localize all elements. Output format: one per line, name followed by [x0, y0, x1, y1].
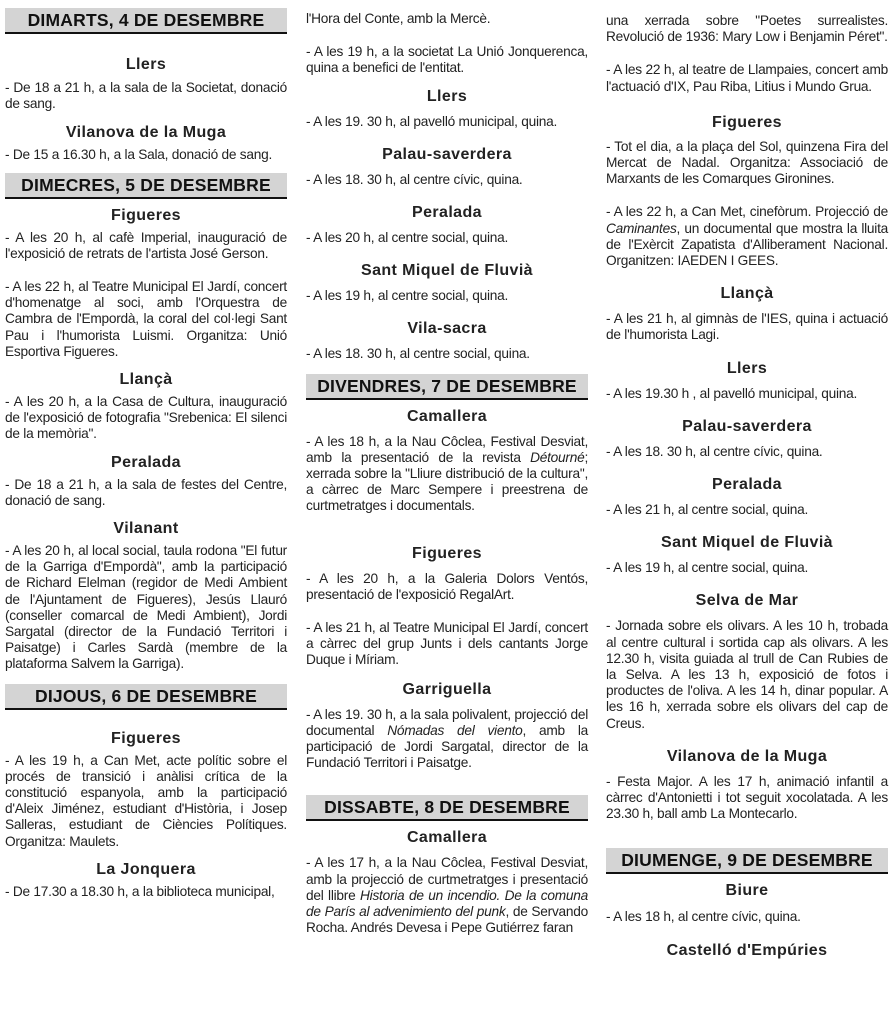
- event-text: - A les 18. 30 h, al centre social, quina.: [306, 346, 530, 362]
- town-heading: Figueres: [712, 113, 782, 131]
- event-text: - A les 19.30 h , al pavelló municipal, quina.: [606, 385, 858, 401]
- town-heading: Palau-saverdera: [382, 145, 512, 163]
- town-heading: Camallera: [406, 829, 488, 847]
- event-text: - A les 19 h, al centre social, quina.: [306, 288, 509, 304]
- event-text: - A les 20 h, al cafè Imperial, inauguració de l'exposició de retrats de l'artista José Gerson.: [5, 229, 287, 261]
- town-heading: Peralada: [712, 476, 782, 494]
- town-heading: Palau-saverdera: [682, 417, 812, 435]
- event-text: - A les 19 h, a Can Met, acte polític sobre el procés de transició i anàlisi crítica de la constitució espanyola, amb la participació d'Aleix Jiménez, estudiant d'Història, i Josep Salleras, estudiant de Ciències Polítiques. Organitza: Maulets.: [5, 752, 287, 849]
- town-heading: Figueres: [412, 544, 482, 562]
- town-heading: Llers: [426, 87, 468, 105]
- town-heading: Llançà: [119, 371, 173, 389]
- event-text-part: - A les 22 h, a Can Met, cinefòrum. Projecció de: [606, 204, 888, 220]
- event-text: - De 15 a 16.30 h, a la Sala, donació de sang.: [5, 147, 273, 163]
- town-heading: Llers: [125, 56, 167, 73]
- town-heading: Castelló d'Empúries: [666, 941, 828, 959]
- town-heading: Llers: [726, 359, 768, 377]
- event-text: - Jornada sobre els olivars. A les 10 h, trobada al centre cultural i sortida cap als olivars. A les 12.30 h, visita guiada al trull de Can Rubies de la Selva. A les 13 h, exposició de fotos i productes de l'oliva. A les 14 h, dinar popular. A les 16 h, xerrada sobre els olivars del cap de Creus.: [606, 618, 888, 731]
- event-text-part: - A les 17 h, a la Nau Côclea, Festival Desviat, amb la projecció de curtmetratges i presentació del llibre: [306, 855, 588, 903]
- town-heading: Llançà: [720, 285, 774, 303]
- day-header: DISSABTE, 8 DE DESEMBRE: [306, 795, 588, 821]
- event-text: - A les 20 h, al local social, taula rodona "El futur de la Garriga d'Empordà", amb la participació de Richard Elelman (regidor de Medi Ambient de l'Ajuntament de Figueres), Jesús Llauró (conseller comarcal de Medi Ambient), Jordi Sargatal (director de la Fundació Territori i Paisatge) i Carles Sardà (membre de la plataforma Salvem la Garriga).: [5, 543, 287, 672]
- event-text: - A les 19 h, al centre social, quina.: [606, 560, 809, 576]
- event-text: - A les 22 h, al Teatre Municipal El Jardí, concert d'homenatge al soci, amb l'Orquestra de Cambra de l'Empordà, la coral del col·legi Sant Pau i l'humorista Luismi. Organitza: Unió Esportiva Figueres.: [5, 279, 287, 359]
- film-title: Caminantes: [606, 220, 677, 236]
- town-heading: Vilanova de la Muga: [65, 124, 227, 142]
- event-text: - A les 19. 30 h, al pavelló municipal, quina.: [306, 113, 558, 129]
- event-text-part: , de Servando Rocha. Andrés Devesa i Pepe Gutiérrez faran: [306, 904, 589, 936]
- event-text: - A les 21 h, al centre social, quina.: [606, 502, 809, 518]
- event-text: [606, 204, 888, 269]
- event-text: [306, 434, 588, 515]
- event-text-part: - A les 19. 30 h, a la sala polivalent, projecció del documental: [306, 706, 588, 738]
- town-heading: Biure: [725, 882, 769, 900]
- town-heading: La Jonquera: [96, 860, 196, 878]
- event-text-part: , un documental que mostra la lluita de l'Exèrcit Zapatista d'Alliberament Nacional. Organitzen: IAEDEN I GEES.: [606, 220, 888, 269]
- town-heading: Figueres: [111, 729, 181, 747]
- day-header: DIVENDRES, 7 DE DESEMBRE: [306, 374, 588, 400]
- town-heading: Camallera: [406, 407, 488, 425]
- town-heading: Selva de Mar: [695, 592, 799, 610]
- event-text: - A les 20 h, a la Casa de Cultura, inauguració de l'exposició de fotografia "Srebenica: El silenci de la memòria".: [5, 394, 287, 442]
- event-text: - De 17.30 a 18.30 h, a la biblioteca municipal,: [5, 883, 275, 899]
- event-text: - A les 21 h, al Teatre Municipal El Jardí, concert a càrrec del grup Junts i dels cantants Jorge Duque i Míriam.: [306, 620, 588, 668]
- event-text: - A les 20 h, al centre social, quina.: [306, 230, 509, 246]
- film-title: Nómadas del viento: [387, 722, 523, 738]
- day-header: DIMARTS, 4 DE DESEMBRE: [5, 8, 287, 34]
- town-heading: Vilanova de la Muga: [666, 747, 828, 765]
- event-text: - A les 18. 30 h, al centre cívic, quina.: [606, 443, 823, 459]
- event-text: - A les 21 h, al gimnàs de l'IES, quina i actuació de l'humorista Lagi.: [606, 311, 888, 343]
- town-heading: Vila-sacra: [407, 320, 487, 338]
- day-header: DIJOUS, 6 DE DESEMBRE: [5, 684, 287, 710]
- event-text: - A les 20 h, a la Galeria Dolors Ventós, presentació de l'exposició RegalArt.: [306, 570, 588, 602]
- event-text-part: ; xerrada sobre la "Lliure distribució de la cultura", a càrrec de Marc Sempere i preestrena de curtmetratges i documentals.: [306, 449, 588, 514]
- day-header: DIMECRES, 5 DE DESEMBRE: [5, 173, 287, 199]
- column-1: [5, 0, 287, 900]
- event-text-part: - A les 18 h, a la Nau Côclea, Festival Desviat, amb la presentació de la revista: [306, 433, 588, 465]
- town-heading: Sant Miquel de Fluvià: [361, 262, 533, 280]
- town-heading: Peralada: [111, 453, 181, 471]
- event-text: [306, 707, 588, 772]
- town-heading: Garriguella: [402, 680, 492, 698]
- event-text: [306, 855, 588, 936]
- magazine-title: Détourné: [530, 449, 585, 465]
- town-heading: Figueres: [111, 206, 181, 224]
- column-3: [606, 0, 888, 962]
- event-text: - A les 22 h, al teatre de Llampaies, concert amb l'actuació d'IX, Pau Riba, Litius i Mundo Grua.: [606, 62, 888, 94]
- event-text: - Festa Major. A les 17 h, animació infantil a càrrec d'Antonietti i tot seguit xocolatada. A les 23.30 h, ball amb La Montecarlo.: [606, 773, 888, 822]
- event-text: - De 18 a 21 h, a la sala de festes del Centre, donació de sang.: [5, 476, 287, 508]
- town-heading: Vilanant: [113, 520, 179, 538]
- event-text-part: , amb la participació de Jordi Sargatal, director de la Fundació Territori i Paisatge.: [306, 722, 588, 771]
- book-title: Historia de un incendio. De la comuna de París al advenimiento del punk: [306, 887, 588, 920]
- column-2: [306, 0, 588, 936]
- event-text: - De 18 a 21 h, a la sala de la Societat, donació de sang.: [5, 80, 287, 112]
- event-text: una xerrada sobre "Poetes surrealistes. Revolució de 1936: Mary Low i Benjamin Péret".: [606, 13, 888, 45]
- event-text: - Tot el dia, a la plaça del Sol, quinzena Fira del Mercat de Nadal. Organitza: Associació de Marxants de les Comarques Gironines.: [606, 138, 888, 187]
- event-text: - A les 19 h, a la societat La Unió Jonquerenca, quina a benefici de l'entitat.: [306, 44, 588, 76]
- day-header: DIUMENGE, 9 DE DESEMBRE: [606, 848, 888, 874]
- town-heading: Sant Miquel de Fluvià: [661, 534, 833, 552]
- event-text: - A les 18 h, al centre cívic, quina.: [606, 909, 801, 925]
- event-text: - A les 18. 30 h, al centre cívic, quina.: [306, 171, 523, 187]
- town-heading: Peralada: [412, 204, 482, 222]
- event-text: l'Hora del Conte, amb la Mercè.: [306, 11, 491, 26]
